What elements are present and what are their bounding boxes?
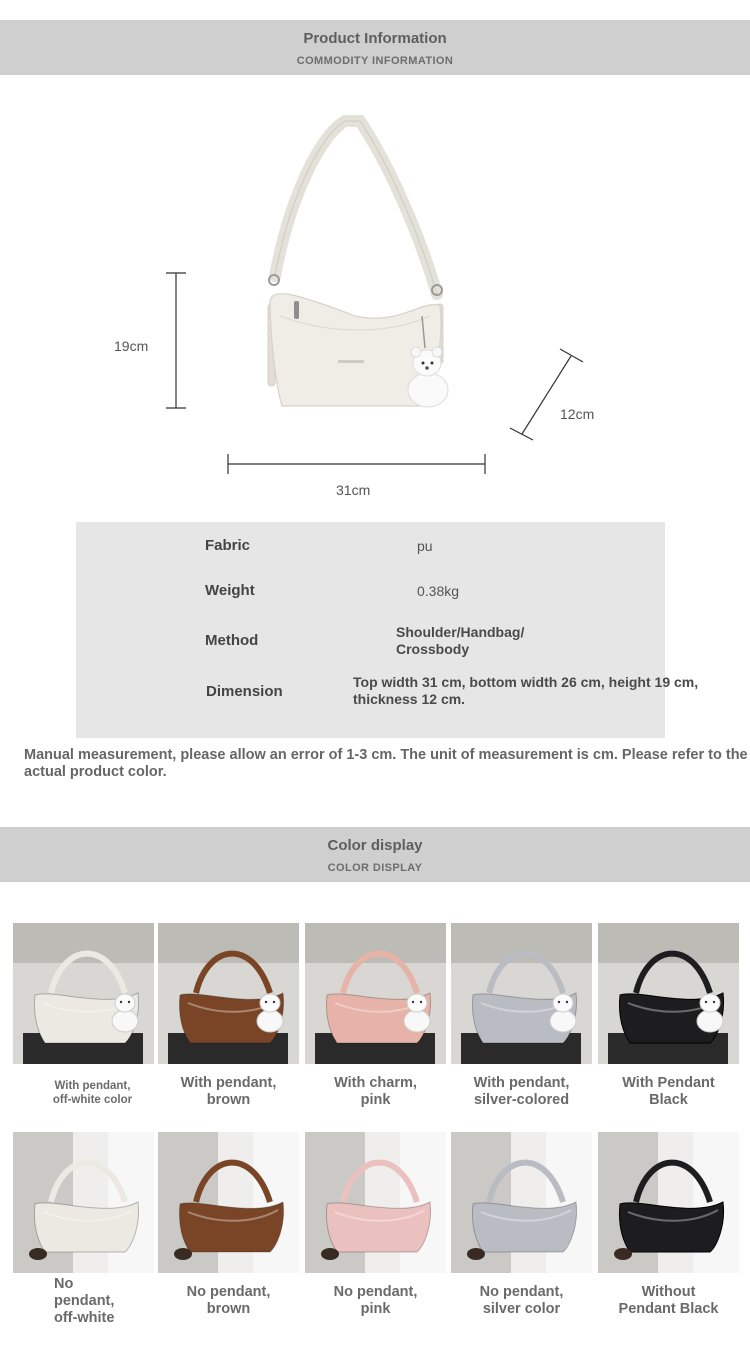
method-value bbox=[396, 624, 524, 658]
dimension-value-line1: Top width 31 cm, bottom width 26 cm, height 19 cm, bbox=[353, 674, 699, 690]
dimension-value bbox=[353, 674, 723, 708]
color-row1-caption-4 bbox=[451, 1075, 592, 1109]
height-label: 19cm bbox=[114, 338, 149, 354]
color-row1-photo-4 bbox=[451, 923, 592, 1064]
weight-label: Weight bbox=[205, 582, 255, 599]
fabric-label: Fabric bbox=[205, 537, 251, 554]
color-row1-caption-2-line1: With pendant, bbox=[180, 1075, 277, 1091]
color-row2-photo-1 bbox=[13, 1132, 154, 1273]
bag-dimension-illustration bbox=[0, 76, 750, 516]
color-row2-caption-1-line2: pendant, bbox=[54, 1293, 115, 1309]
color-row2-caption-2 bbox=[158, 1284, 299, 1318]
color-row1-caption-5-line1: With Pendant bbox=[622, 1075, 715, 1091]
color-row1-caption-1-line2: off-white color bbox=[52, 1094, 133, 1106]
color-row1-caption-2 bbox=[158, 1075, 299, 1109]
thickness-label: 12cm bbox=[560, 406, 595, 422]
color-row2-caption-4-line2: silver color bbox=[482, 1301, 561, 1317]
color-row2-caption-5-line1: Without bbox=[641, 1284, 696, 1300]
color-row2-caption-3 bbox=[305, 1284, 446, 1318]
color-row1-caption-2-line2: brown bbox=[206, 1092, 251, 1108]
color-row1-photo-2 bbox=[158, 923, 299, 1064]
color-row2-caption-5-line2: Pendant Black bbox=[618, 1301, 719, 1317]
color-row2-caption-4-line1: No pendant, bbox=[479, 1284, 564, 1300]
width-label: 31cm bbox=[336, 482, 371, 498]
color-row2-photo-5 bbox=[598, 1132, 739, 1273]
color-display-title: Color display bbox=[327, 837, 423, 854]
color-row2-caption-3-line2: pink bbox=[360, 1301, 391, 1317]
color-row2-caption-4 bbox=[451, 1284, 592, 1318]
color-row2-caption-2-line1: No pendant, bbox=[186, 1284, 271, 1300]
color-row1-caption-3 bbox=[305, 1075, 446, 1109]
color-row1-caption-3-line1: With charm, bbox=[334, 1075, 417, 1091]
color-row2-caption-1-line1: No bbox=[54, 1276, 74, 1292]
method-label: Method bbox=[205, 632, 259, 649]
color-row2-photo-3 bbox=[305, 1132, 446, 1273]
color-row1-photo-5 bbox=[598, 923, 739, 1064]
color-row2-caption-1-line3: off-white bbox=[54, 1310, 115, 1326]
color-row1-caption-5-line2: Black bbox=[649, 1092, 688, 1108]
method-value-line1: Shoulder/Handbag/ bbox=[396, 624, 525, 640]
color-row1-photo-3 bbox=[305, 923, 446, 1064]
color-row2-photo-2 bbox=[158, 1132, 299, 1273]
color-row1-caption-3-line2: pink bbox=[360, 1092, 391, 1108]
measurement-note bbox=[24, 747, 748, 781]
color-row2-caption-2-line2: brown bbox=[206, 1301, 251, 1317]
weight-value: 0.38kg bbox=[417, 583, 460, 599]
bag-main-image bbox=[0, 76, 750, 516]
note-line2: actual product color. bbox=[24, 764, 167, 780]
method-value-line2: Crossbody bbox=[396, 641, 470, 657]
dimension-value-line2: thickness 12 cm. bbox=[353, 691, 466, 707]
color-row2-caption-3-line1: No pendant, bbox=[333, 1284, 418, 1300]
color-row1-caption-5 bbox=[598, 1075, 739, 1109]
color-row2-photo-4 bbox=[451, 1132, 592, 1273]
spec-table bbox=[76, 522, 699, 738]
color-row1-caption-4-line2: silver-colored bbox=[473, 1092, 570, 1108]
note-line1: Manual measurement, please allow an error of 1-3 cm. The unit of measurement is cm. Please refer to the bbox=[24, 747, 748, 763]
dimension-label: Dimension bbox=[206, 683, 283, 700]
fabric-value: pu bbox=[417, 538, 433, 554]
color-display-banner bbox=[0, 827, 750, 882]
color-display-subtitle: COLOR DISPLAY bbox=[327, 862, 423, 874]
color-row2-caption-5 bbox=[598, 1284, 739, 1318]
color-row1-photo-1 bbox=[13, 923, 154, 1064]
product-info-banner bbox=[0, 20, 750, 75]
color-row1-caption-1-line1: With pendant, bbox=[54, 1080, 131, 1092]
product-info-title: Product Information bbox=[303, 30, 447, 47]
color-row2-caption-1 bbox=[54, 1276, 144, 1327]
color-row1-caption-1 bbox=[10, 1079, 175, 1107]
product-info-subtitle: COMMODITY INFORMATION bbox=[296, 55, 454, 67]
color-row1-caption-4-line1: With pendant, bbox=[473, 1075, 570, 1091]
